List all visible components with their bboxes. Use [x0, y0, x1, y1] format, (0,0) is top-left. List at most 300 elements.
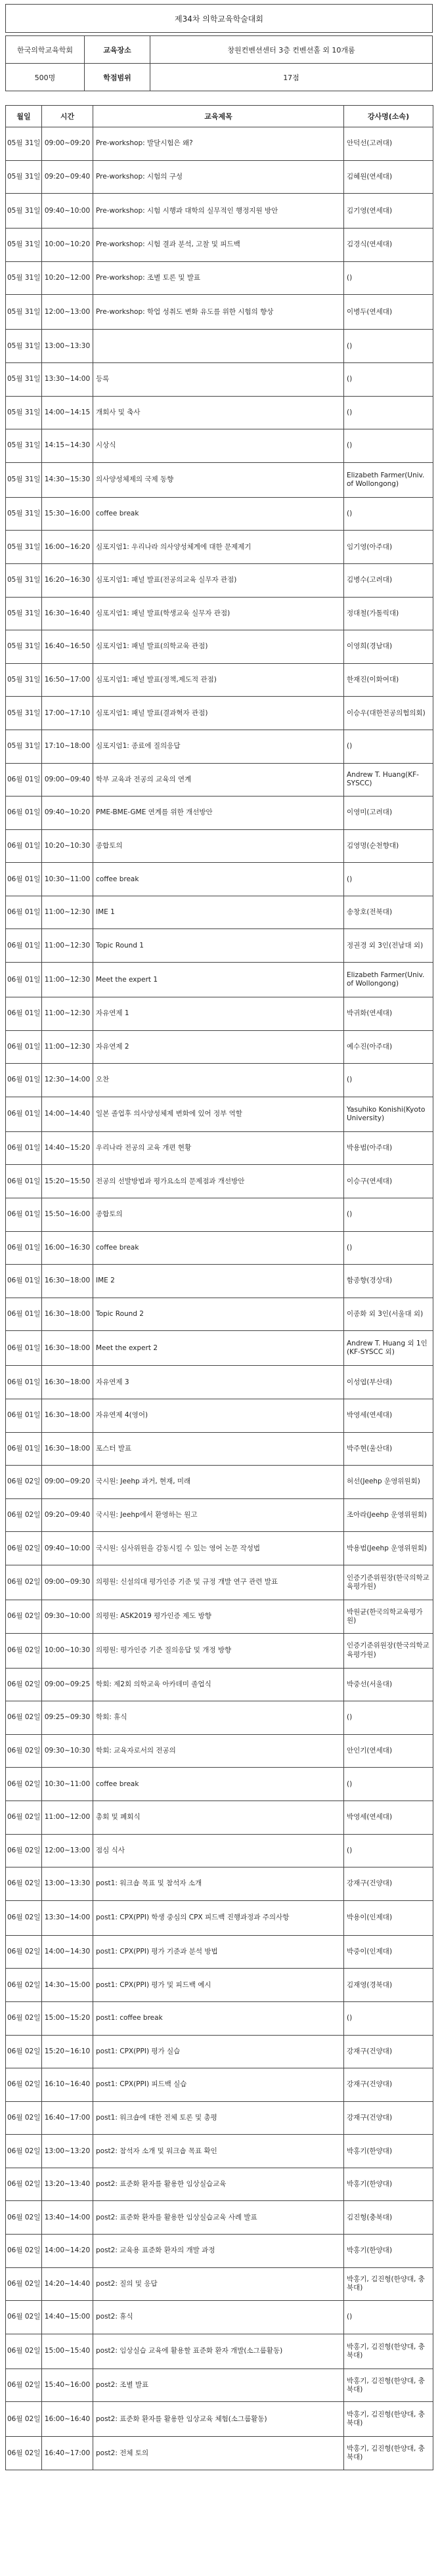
header-time: 시간 [42, 106, 93, 127]
row-date: 06월 02일 [6, 1900, 42, 1935]
row-date: 05월 31일 [6, 396, 42, 429]
row-title: post1: CPX(PPI) 평가 기준과 분석 방법 [93, 1935, 344, 1969]
row-lecturer: 강재구(건양대) [344, 1867, 433, 1901]
row-time: 16:30~18:00 [42, 1399, 93, 1433]
row-date: 06월 02일 [6, 2301, 42, 2334]
table-row [6, 1198, 433, 1232]
row-lecturer: 김재영(경북대) [344, 1969, 433, 2002]
row-time: 09:00~09:20 [42, 1466, 93, 1499]
row-title: post1: CPX(PPI) 평가 및 피드백 예시 [93, 1969, 344, 2002]
row-date: 06월 02일 [6, 2068, 42, 2102]
row-time: 17:00~17:10 [42, 697, 93, 730]
row-lecturer: 이성엽(부산대) [344, 1366, 433, 1399]
table-row [6, 2334, 433, 2369]
row-time: 16:40~17:00 [42, 2437, 93, 2470]
schedule-body [6, 127, 433, 2470]
schedule-table [5, 105, 433, 2470]
row-time: 11:00~12:30 [42, 929, 93, 963]
venue: 창원컨벤션센터 3층 컨벤션홀 외 10개룸 [150, 36, 433, 64]
row-lecturer: 박홍기, 김진형(한양대, 충북대) [344, 2369, 433, 2402]
table-row [6, 1900, 433, 1935]
row-time: 16:00~16:30 [42, 1231, 93, 1265]
table-row [6, 963, 433, 997]
row-title: coffee break [93, 1768, 344, 1801]
row-title: post2: 참석자 소개 및 워크숍 목표 확인 [93, 2135, 344, 2168]
table-row [6, 829, 433, 863]
row-date: 05월 31일 [6, 497, 42, 531]
row-time: 15:00~15:20 [42, 2001, 93, 2035]
row-time: 09:40~10:00 [42, 194, 93, 229]
row-title: post2: 질의 및 응답 [93, 2267, 344, 2301]
row-lecturer: 박용이(인제대) [344, 1900, 433, 1935]
row-title: Meet the expert 1 [93, 963, 344, 997]
row-title: PME-BME-GME 연계를 위한 개선방안 [93, 797, 344, 830]
row-date: 06월 01일 [6, 1265, 42, 1298]
row-title: post1: CPX(PPI) 학생 중심의 CPX 피드백 진행과정과 주의사항 [93, 1900, 344, 1935]
row-time: 15:40~16:00 [42, 2369, 93, 2402]
row-lecturer: 박중이(인제대) [344, 1935, 433, 1969]
row-lecturer: 김기영(연세대) [344, 194, 433, 229]
row-lecturer: () [344, 1198, 433, 1232]
row-title: post1: 워크숍 목표 및 참석자 소개 [93, 1867, 344, 1901]
row-lecturer: () [344, 497, 433, 531]
table-row [6, 896, 433, 929]
row-date: 06월 02일 [6, 1801, 42, 1834]
row-date: 05월 31일 [6, 362, 42, 396]
row-lecturer: 강재구(건양대) [344, 2068, 433, 2102]
row-time: 11:00~12:30 [42, 1030, 93, 1064]
row-lecturer: () [344, 330, 433, 363]
row-date: 06월 02일 [6, 2168, 42, 2201]
row-time: 16:40~17:00 [42, 2101, 93, 2135]
row-date: 06월 02일 [6, 2267, 42, 2301]
row-lecturer: () [344, 261, 433, 295]
table-row [6, 929, 433, 963]
row-date: 06월 02일 [6, 1668, 42, 1701]
row-time: 14:40~15:20 [42, 1131, 93, 1165]
row-time: 16:30~18:00 [42, 1432, 93, 1466]
info-row-2 [6, 64, 433, 91]
row-title: 총회 및 폐회식 [93, 1801, 344, 1834]
row-title: post2: 전체 토의 [93, 2437, 344, 2470]
row-date: 05월 31일 [6, 563, 42, 597]
row-lecturer: 안인기(연세대) [344, 1734, 433, 1768]
row-lecturer: () [344, 1834, 433, 1867]
row-date: 05월 31일 [6, 531, 42, 564]
row-time: 15:20~15:50 [42, 1165, 93, 1198]
table-row [6, 663, 433, 697]
table-row [6, 2068, 433, 2102]
row-time: 14:30~15:30 [42, 462, 93, 497]
header-date: 월일 [6, 106, 42, 127]
row-lecturer: 박중선(서울대) [344, 1668, 433, 1701]
row-title: 자유연제 3 [93, 1366, 344, 1399]
row-lecturer: 박홍기, 김진형(한양대, 충북대) [344, 2437, 433, 2470]
venue-label: 교육장소 [85, 36, 150, 64]
header-lecturer: 강사명(소속) [344, 106, 433, 127]
row-time: 16:30~18:00 [42, 1331, 93, 1366]
row-time: 14:30~15:00 [42, 1969, 93, 2002]
row-lecturer: 정권경 외 3인(전남대 외) [344, 929, 433, 963]
row-lecturer: 박용범(Jeehp 운영위원회) [344, 1532, 433, 1565]
row-title: post2: 임상실습 교육에 활용할 표준화 환자 개발(소그룹활동) [93, 2334, 344, 2369]
table-row [6, 630, 433, 664]
row-time: 09:30~10:00 [42, 1600, 93, 1633]
row-time: 17:10~18:00 [42, 730, 93, 763]
row-title: 자유연제 2 [93, 1030, 344, 1064]
row-time: 09:40~10:20 [42, 797, 93, 830]
row-title: 등록 [93, 362, 344, 396]
table-row [6, 730, 433, 763]
row-time: 16:30~18:00 [42, 1298, 93, 1331]
table-row [6, 1498, 433, 1532]
row-title: 개회사 및 축사 [93, 396, 344, 429]
row-title: 종합토의 [93, 829, 344, 863]
table-row [6, 1701, 433, 1735]
row-title: 우리나라 전공의 교육 개편 현황 [93, 1131, 344, 1165]
table-row [6, 2267, 433, 2301]
table-row [6, 1231, 433, 1265]
row-date: 06월 02일 [6, 1633, 42, 1668]
row-time: 09:20~09:40 [42, 1498, 93, 1532]
row-date: 06월 01일 [6, 1198, 42, 1232]
row-date: 06월 02일 [6, 2369, 42, 2402]
row-lecturer: 박홍기, 김진형(한양대, 충북대) [344, 2334, 433, 2369]
row-date: 05월 31일 [6, 127, 42, 161]
table-row [6, 763, 433, 797]
row-title: 심포지엄1: 우리나라 의사양성체계에 대한 문제제기 [93, 531, 344, 564]
table-row [6, 2369, 433, 2402]
row-time: 14:00~14:40 [42, 1097, 93, 1131]
row-time: 12:00~13:00 [42, 295, 93, 330]
row-time: 15:00~15:40 [42, 2334, 93, 2369]
row-lecturer: 박홍기(한양대) [344, 2168, 433, 2201]
table-row [6, 531, 433, 564]
row-lecturer: 박영세(연세대) [344, 1801, 433, 1834]
row-date: 06월 02일 [6, 1466, 42, 1499]
row-title: Topic Round 1 [93, 929, 344, 963]
row-date: 06월 02일 [6, 1768, 42, 1801]
row-date: 05월 31일 [6, 462, 42, 497]
table-row [6, 1969, 433, 2002]
row-date: 06월 02일 [6, 2334, 42, 2369]
row-title: 점심 식사 [93, 1834, 344, 1867]
table-row [6, 2101, 433, 2135]
row-time: 15:20~16:10 [42, 2035, 93, 2068]
table-row [6, 1298, 433, 1331]
row-time: 11:00~12:30 [42, 997, 93, 1031]
row-title: post1: 워크숍에 대한 전체 토론 및 총평 [93, 2101, 344, 2135]
table-row [6, 1131, 433, 1165]
row-title: 국시원: Jeehp 과거, 현재, 미래 [93, 1466, 344, 1499]
row-title: coffee break [93, 1231, 344, 1265]
row-title: post1: CPX(PPI) 평가 실습 [93, 2035, 344, 2068]
table-row [6, 2135, 433, 2168]
row-title [93, 330, 344, 363]
row-lecturer: 김영명(순천향대) [344, 829, 433, 863]
table-row [6, 797, 433, 830]
row-title: post2: 교육용 표준화 환자의 개발 과정 [93, 2235, 344, 2268]
row-title: post2: 휴식 [93, 2301, 344, 2334]
row-time: 16:50~17:00 [42, 663, 93, 697]
table-row [6, 2168, 433, 2201]
row-date: 06월 01일 [6, 929, 42, 963]
row-lecturer: 박원균(한국의학교육평가원) [344, 1600, 433, 1633]
table-row [6, 1399, 433, 1433]
row-date: 06월 01일 [6, 1064, 42, 1097]
row-time: 13:40~14:00 [42, 2201, 93, 2235]
row-time: 11:00~12:30 [42, 963, 93, 997]
row-title: 자유연제 4(영어) [93, 1399, 344, 1433]
row-lecturer: () [344, 396, 433, 429]
row-title: 의평원: 평가인증 기준 질의응답 및 개정 방향 [93, 1633, 344, 1668]
row-title: 심포지엄1: 패널 발표(학생교육 실무자 관점) [93, 597, 344, 630]
header-title: 교육제목 [93, 106, 344, 127]
row-title: post2: 표준화 환자를 활용한 임상실습교육 [93, 2168, 344, 2201]
row-title: Pre-workshop: 시험 결과 분석, 고찰 및 피드백 [93, 229, 344, 262]
row-lecturer: 허선(Jeehp 운영위원회) [344, 1466, 433, 1499]
row-time: 13:00~13:30 [42, 1867, 93, 1901]
row-date: 05월 31일 [6, 229, 42, 262]
row-title: 심포지엄1: 패널 발표(전공의교육 실무자 관점) [93, 563, 344, 597]
row-time: 16:30~18:00 [42, 1265, 93, 1298]
row-time: 10:20~10:30 [42, 829, 93, 863]
row-date: 05월 31일 [6, 261, 42, 295]
row-time: 09:20~09:40 [42, 160, 93, 194]
row-lecturer: 이영미(고려대) [344, 797, 433, 830]
table-row [6, 429, 433, 463]
row-title: post2: 표준화 환자를 활용한 임상실습교육 사례 발표 [93, 2201, 344, 2235]
row-lecturer: 김병수(고려대) [344, 563, 433, 597]
row-time: 09:25~09:30 [42, 1701, 93, 1735]
table-row [6, 1668, 433, 1701]
row-title: 포스터 발표 [93, 1432, 344, 1466]
row-lecturer: 이종화 외 3인(서울대 외) [344, 1298, 433, 1331]
row-lecturer: 박귀화(연세대) [344, 997, 433, 1031]
credits: 17점 [150, 64, 433, 91]
row-lecturer: () [344, 362, 433, 396]
row-date: 06월 01일 [6, 1131, 42, 1165]
row-date: 06월 01일 [6, 1298, 42, 1331]
table-row [6, 1165, 433, 1198]
table-row [6, 597, 433, 630]
row-date: 06월 02일 [6, 1834, 42, 1867]
row-lecturer: Andrew T. Huang(KF-SYSCC) [344, 763, 433, 797]
row-title: Pre-workshop: 시험 시행과 대학의 실무적인 행정지원 방안 [93, 194, 344, 229]
table-row [6, 1565, 433, 1600]
row-date: 06월 01일 [6, 1432, 42, 1466]
table-row [6, 1432, 433, 1466]
row-lecturer: () [344, 1768, 433, 1801]
row-lecturer: 강재구(건양대) [344, 2035, 433, 2068]
row-lecturer: 박홍기(한양대) [344, 2235, 433, 2268]
row-time: 16:00~16:20 [42, 531, 93, 564]
row-lecturer: () [344, 2301, 433, 2334]
row-lecturer: Yasuhiko Konishi(Kyoto University) [344, 1097, 433, 1131]
row-time: 13:00~13:20 [42, 2135, 93, 2168]
row-title: 국시원: Jeehp에서 환영하는 원고 [93, 1498, 344, 1532]
row-lecturer: 이승우(대한전공의협의회) [344, 697, 433, 730]
row-time: 13:00~13:30 [42, 330, 93, 363]
row-title: IME 1 [93, 896, 344, 929]
row-title: 학회: 휴식 [93, 1701, 344, 1735]
table-row [6, 697, 433, 730]
row-title: Pre-workshop: 발달시험은 왜? [93, 127, 344, 161]
row-date: 06월 02일 [6, 2035, 42, 2068]
row-date: 06월 02일 [6, 1701, 42, 1735]
row-title: coffee break [93, 863, 344, 896]
attendees: 500명 [6, 64, 85, 91]
row-time: 12:00~13:00 [42, 1834, 93, 1867]
row-date: 05월 31일 [6, 160, 42, 194]
row-time: 14:40~15:00 [42, 2301, 93, 2334]
row-time: 10:00~10:20 [42, 229, 93, 262]
row-time: 11:00~12:00 [42, 1801, 93, 1834]
row-title: 심포지엄1: 패널 발표(정책,제도적 관점) [93, 663, 344, 697]
row-time: 14:15~14:30 [42, 429, 93, 463]
row-time: 13:30~14:00 [42, 362, 93, 396]
row-date: 06월 02일 [6, 1867, 42, 1901]
row-title: 의평원: ASK2019 평가인증 제도 방향 [93, 1600, 344, 1633]
row-date: 06월 01일 [6, 863, 42, 896]
row-date: 05월 31일 [6, 330, 42, 363]
table-row [6, 396, 433, 429]
row-title: 시상식 [93, 429, 344, 463]
event-info-table [5, 35, 433, 91]
table-row [6, 1097, 433, 1131]
row-lecturer: 박주현(울산대) [344, 1432, 433, 1466]
row-date: 05월 31일 [6, 663, 42, 697]
row-date: 06월 01일 [6, 1399, 42, 1433]
table-row [6, 2201, 433, 2235]
table-row [6, 1633, 433, 1668]
table-row [6, 863, 433, 896]
row-time: 13:30~14:00 [42, 1900, 93, 1935]
table-row [6, 2402, 433, 2437]
table-row [6, 1532, 433, 1565]
row-date: 06월 01일 [6, 829, 42, 863]
row-lecturer: 안덕선(고려대) [344, 127, 433, 161]
table-row [6, 330, 433, 363]
row-date: 05월 31일 [6, 697, 42, 730]
row-title: coffee break [93, 497, 344, 531]
row-time: 16:30~18:00 [42, 1366, 93, 1399]
table-row [6, 1030, 433, 1064]
table-row [6, 1768, 433, 1801]
row-time: 16:30~16:40 [42, 597, 93, 630]
row-date: 05월 31일 [6, 597, 42, 630]
table-row [6, 462, 433, 497]
row-title: 전공의 선발방법과 평가요소의 문제점과 개선방안 [93, 1165, 344, 1198]
row-lecturer: 이승구(연세대) [344, 1165, 433, 1198]
row-lecturer: 박홍기(한양대) [344, 2135, 433, 2168]
row-title: 일본 졸업후 의사양성체제 변화에 있어 정부 역할 [93, 1097, 344, 1131]
row-lecturer: () [344, 429, 433, 463]
row-time: 16:40~16:50 [42, 630, 93, 664]
table-row [6, 1366, 433, 1399]
row-date: 06월 02일 [6, 2201, 42, 2235]
row-lecturer: 정대철(가톨릭대) [344, 597, 433, 630]
row-lecturer: 인증기준위원장(한국의학교육평가원) [344, 1565, 433, 1600]
row-date: 06월 01일 [6, 1366, 42, 1399]
row-date: 06월 01일 [6, 1331, 42, 1366]
table-row [6, 1935, 433, 1969]
row-date: 05월 31일 [6, 630, 42, 664]
table-row [6, 563, 433, 597]
row-date: 06월 02일 [6, 1935, 42, 1969]
row-title: Pre-workshop: 조별 토론 및 발표 [93, 261, 344, 295]
row-time: 10:30~11:00 [42, 863, 93, 896]
row-title: 학회: 제2회 의학교육 아카데미 졸업식 [93, 1668, 344, 1701]
row-time: 10:30~11:00 [42, 1768, 93, 1801]
table-row [6, 2235, 433, 2268]
row-title: 심포지엄1: 패널 발표(결과혁자 관점) [93, 697, 344, 730]
info-row-1 [6, 36, 433, 64]
row-lecturer: () [344, 2001, 433, 2035]
row-date: 06월 01일 [6, 963, 42, 997]
row-title: Meet the expert 2 [93, 1331, 344, 1366]
row-title: Pre-workshop: 시험의 구성 [93, 160, 344, 194]
row-date: 06월 02일 [6, 1600, 42, 1633]
row-title: post1: coffee break [93, 2001, 344, 2035]
table-row [6, 1801, 433, 1834]
row-date: 06월 01일 [6, 896, 42, 929]
row-time: 09:00~09:25 [42, 1668, 93, 1701]
row-date: 05월 31일 [6, 429, 42, 463]
row-title: Topic Round 2 [93, 1298, 344, 1331]
row-title: 국시원: 심사위원을 감동시킬 수 있는 영어 논문 작성법 [93, 1532, 344, 1565]
row-date: 06월 02일 [6, 2135, 42, 2168]
row-time: 14:20~14:40 [42, 2267, 93, 2301]
row-lecturer: 김혜원(연세대) [344, 160, 433, 194]
row-lecturer: 예수진(아주대) [344, 1030, 433, 1064]
credits-label: 학점범위 [85, 64, 150, 91]
row-time: 09:40~10:00 [42, 1532, 93, 1565]
table-row [6, 997, 433, 1031]
row-time: 13:20~13:40 [42, 2168, 93, 2201]
row-lecturer: 함종향(경상대) [344, 1265, 433, 1298]
document-title: 제34차 의학교육학술대회 [5, 4, 433, 33]
table-row [6, 1466, 433, 1499]
table-row [6, 1331, 433, 1366]
row-lecturer: () [344, 1231, 433, 1265]
row-lecturer: 임기영(아주대) [344, 531, 433, 564]
row-title: 의평원: 신설의대 평가인증 기준 및 규정 개발 연구 관련 발표 [93, 1565, 344, 1600]
row-date: 06월 02일 [6, 1498, 42, 1532]
row-time: 16:00~16:40 [42, 2402, 93, 2437]
table-row [6, 1064, 433, 1097]
row-date: 06월 01일 [6, 797, 42, 830]
row-lecturer: 이영희(경남대) [344, 630, 433, 664]
table-row [6, 1834, 433, 1867]
row-date: 06월 01일 [6, 1097, 42, 1131]
row-date: 06월 01일 [6, 1231, 42, 1265]
row-time: 10:00~10:30 [42, 1633, 93, 1668]
row-time: 16:10~16:40 [42, 2068, 93, 2102]
row-date: 06월 01일 [6, 763, 42, 797]
row-title: Pre-workshop: 학업 성취도 변화 유도를 위한 시험의 향상 [93, 295, 344, 330]
row-date: 06월 02일 [6, 2235, 42, 2268]
row-title: 학부 교육과 전공의 교육의 연계 [93, 763, 344, 797]
table-row [6, 1265, 433, 1298]
row-date: 06월 01일 [6, 997, 42, 1031]
table-row [6, 295, 433, 330]
table-row [6, 1600, 433, 1633]
row-lecturer: Andrew T. Huang 외 1인(KF-SYSCC 외) [344, 1331, 433, 1366]
row-time: 15:30~16:00 [42, 497, 93, 531]
table-row [6, 127, 433, 161]
row-time: 16:20~16:30 [42, 563, 93, 597]
